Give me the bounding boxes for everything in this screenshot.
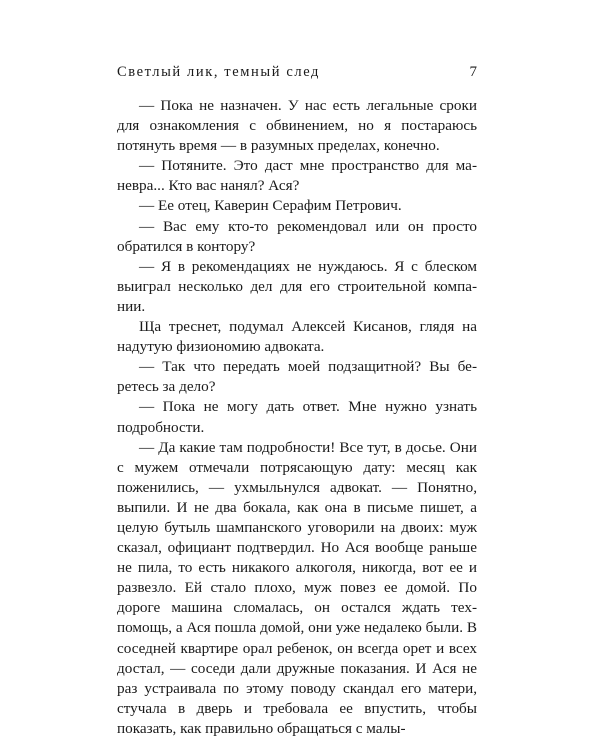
paragraph: — Пока не могу дать ответ. Мне нужно узнать подробности. <box>117 398 477 436</box>
paragraph: Ща треснет, подумал Алексей Кисанов, глядя на надутую физиономию адвоката. <box>117 318 477 356</box>
paragraph: — Ее отец, Каверин Серафим Петрович. <box>139 197 402 215</box>
paragraph: — Вас ему кто-то рекомендовал или он просто обратился в контору? <box>117 217 477 255</box>
paragraph: — Я в рекомендациях не нуждаюсь. Я с блеском выиграл несколько дел для его строительной компании. <box>117 257 477 315</box>
paragraph: — Так что передать моей подзащитной? Вы беретесь за дело? <box>117 358 477 396</box>
body-text <box>117 96 477 739</box>
running-title: Светлый лик, темный след <box>117 64 321 80</box>
paragraph: — Да какие там подробности! Все тут, в досье. Они с мужем отмечали потрясающую дату: месяц как поженились, — ухмыльнулся адвокат. — Понятно, выпили. И не два бокала, как она в письме пишет, а целую бутыль шампанского уговорили на двоих: муж сказал, официант подтвердил. Но Ася вообще раньше не пила, то есть никакого алкоголя, никогда, вот ее и развезло. Ей стало плохо, муж повез ее домой. По дороге машина сломалась, он остался ждать техпомощь, а Ася пошла домой, они уже недалеко были. В соседней квартире орал ребенок, он всегда орет и всех достал, — соседи дали дружные показания. И Ася не раз устраивала по этому поводу скандал его матери, стучала в дверь и требовала ее впустить, чтобы показать, как правильно обращаться с малы- <box>117 438 477 737</box>
running-head <box>117 64 477 84</box>
page-number: 7 <box>469 64 477 80</box>
paragraph: — Потяните. Это даст мне пространство для маневра... Кто вас нанял? Ася? <box>117 157 477 195</box>
paragraph: — Пока не назначен. У нас есть легальные сроки для ознакомления с обвинением, но я постараюсь потянуть время — в разумных пределах, конечно. <box>117 97 477 155</box>
